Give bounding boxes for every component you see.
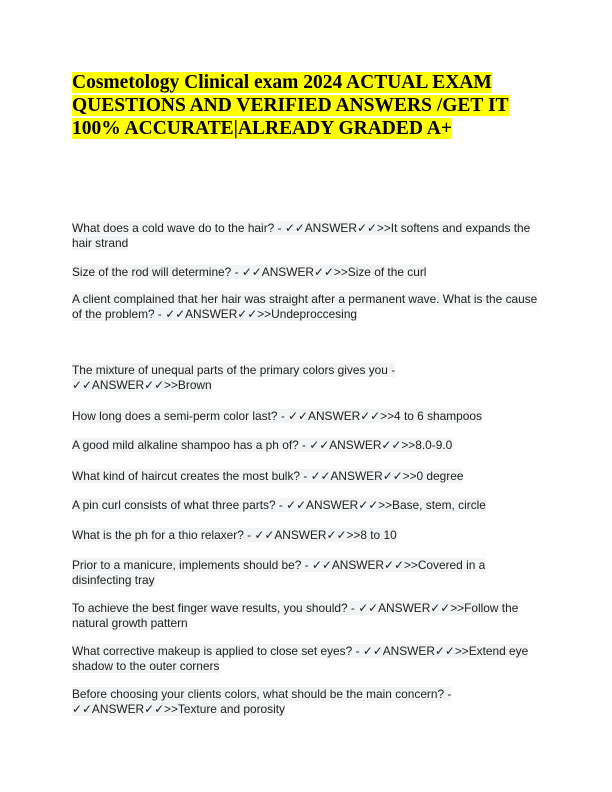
qa-item-text: A pin curl consists of what three parts? - ✓✓ANSWER✓✓>>Base, stem, circle	[72, 498, 486, 512]
qa-item	[72, 292, 538, 322]
document-title-text: Cosmetology Clinical exam 2024 ACTUAL EXAM QUESTIONS AND VERIFIED ANSWERS /GET IT 100% ACCURATE|ALREADY GRADED A+	[72, 72, 509, 139]
qa-item-text: A good mild alkaline shampoo has a ph of? - ✓✓ANSWER✓✓>>8.0-9.0	[72, 438, 453, 452]
qa-item-text: What corrective makeup is applied to close set eyes? - ✓✓ANSWER✓✓>>Extend eye shadow to the outer corners	[72, 644, 529, 673]
qa-item	[72, 363, 538, 393]
qa-item-text: Size of the rod will determine? - ✓✓ANSWER✓✓>>Size of the curl	[72, 265, 427, 279]
qa-item	[72, 409, 538, 424]
qa-item-text: The mixture of unequal parts of the primary colors gives you - ✓✓ANSWER✓✓>>Brown	[72, 363, 396, 392]
qa-item	[72, 265, 538, 280]
qa-item	[72, 498, 538, 513]
qa-item	[72, 687, 538, 717]
qa-item	[72, 438, 538, 453]
qa-item-text: How long does a semi-perm color last? - ✓✓ANSWER✓✓>>4 to 6 shampoos	[72, 409, 482, 423]
qa-item-text: Prior to a manicure, implements should be? - ✓✓ANSWER✓✓>>Covered in a disinfecting tray	[72, 558, 486, 587]
qa-item	[72, 601, 538, 631]
qa-item-text: To achieve the best finger wave results, you should? - ✓✓ANSWER✓✓>>Follow the natural growth pattern	[72, 601, 519, 630]
qa-item	[72, 528, 538, 543]
qa-item-text: Before choosing your clients colors, what should be the main concern? - ✓✓ANSWER✓✓>>Texture and porosity	[72, 687, 452, 716]
qa-item-text: What kind of haircut creates the most bulk? - ✓✓ANSWER✓✓>>0 degree	[72, 469, 464, 483]
qa-item-text: A client complained that her hair was straight after a permanent wave. What is the cause of the problem? - ✓✓ANSWER✓✓>>Undeproccesing	[72, 292, 538, 321]
qa-item-text: What does a cold wave do to the hair? - ✓✓ANSWER✓✓>>It softens and expands the hair strand	[72, 221, 531, 250]
qa-item	[72, 644, 538, 674]
qa-item-text: What is the ph for a thio relaxer? - ✓✓ANSWER✓✓>>8 to 10	[72, 528, 397, 542]
document-title	[72, 71, 542, 140]
qa-item	[72, 469, 538, 484]
qa-item	[72, 221, 538, 251]
qa-item	[72, 558, 538, 588]
